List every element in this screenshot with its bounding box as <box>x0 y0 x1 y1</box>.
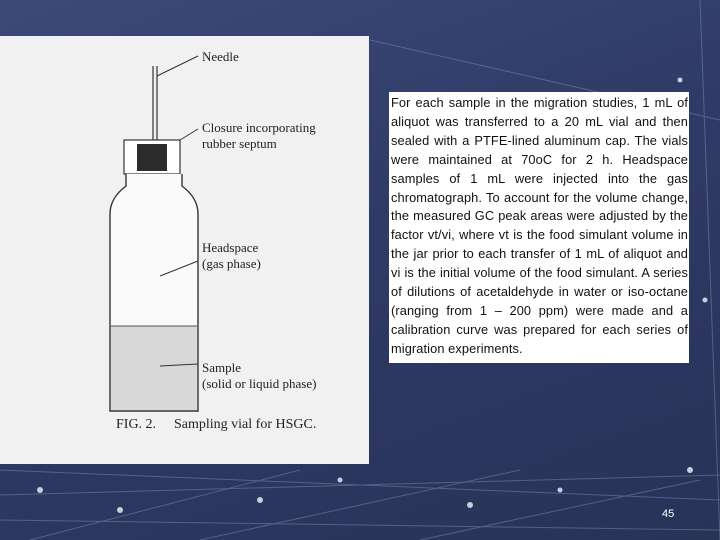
figure-caption-text: Sampling vial for HSGC. <box>174 417 317 432</box>
label-sample-line1: Sample <box>202 360 241 375</box>
label-sample-line2: (solid or liquid phase) <box>202 376 317 391</box>
label-closure-line2: rubber septum <box>202 136 277 151</box>
label-closure-line1: Closure incorporating <box>202 120 316 135</box>
label-headspace-line2: (gas phase) <box>202 256 261 271</box>
label-needle: Needle <box>202 49 239 64</box>
sample-layer <box>111 326 197 410</box>
figure-caption-label: FIG. 2. <box>116 417 157 432</box>
label-headspace-line1: Headspace <box>202 240 259 255</box>
slide-body-text: For each sample in the migration studies, 1 mL of aliquot was transferred to a 20 mL vial and then sealed with a PTFE-lined aluminum cap. The vials were maintained at 70oC for 2 h. Headspace samples of 1 mL were injected into the gas chromatograph. To account for the volume change, the measured GC peak areas were adjusted by the factor vt/vi, where vt is the food simulant volume in the jar prior to each transfer of 1 mL of aliquot and vi is the initial volume of the food simulant. A series of dilutions of acetaldehyde in water or iso-octane (ranging from 1 – 200 ppm) were made and a calibration curve was prepared for each series of migration experiments. <box>391 95 688 356</box>
sampling-vial-diagram <box>0 36 369 464</box>
rubber-septum <box>137 144 167 171</box>
text-panel <box>389 92 689 363</box>
figure-panel <box>0 36 369 464</box>
page-number: 45 <box>662 508 675 520</box>
